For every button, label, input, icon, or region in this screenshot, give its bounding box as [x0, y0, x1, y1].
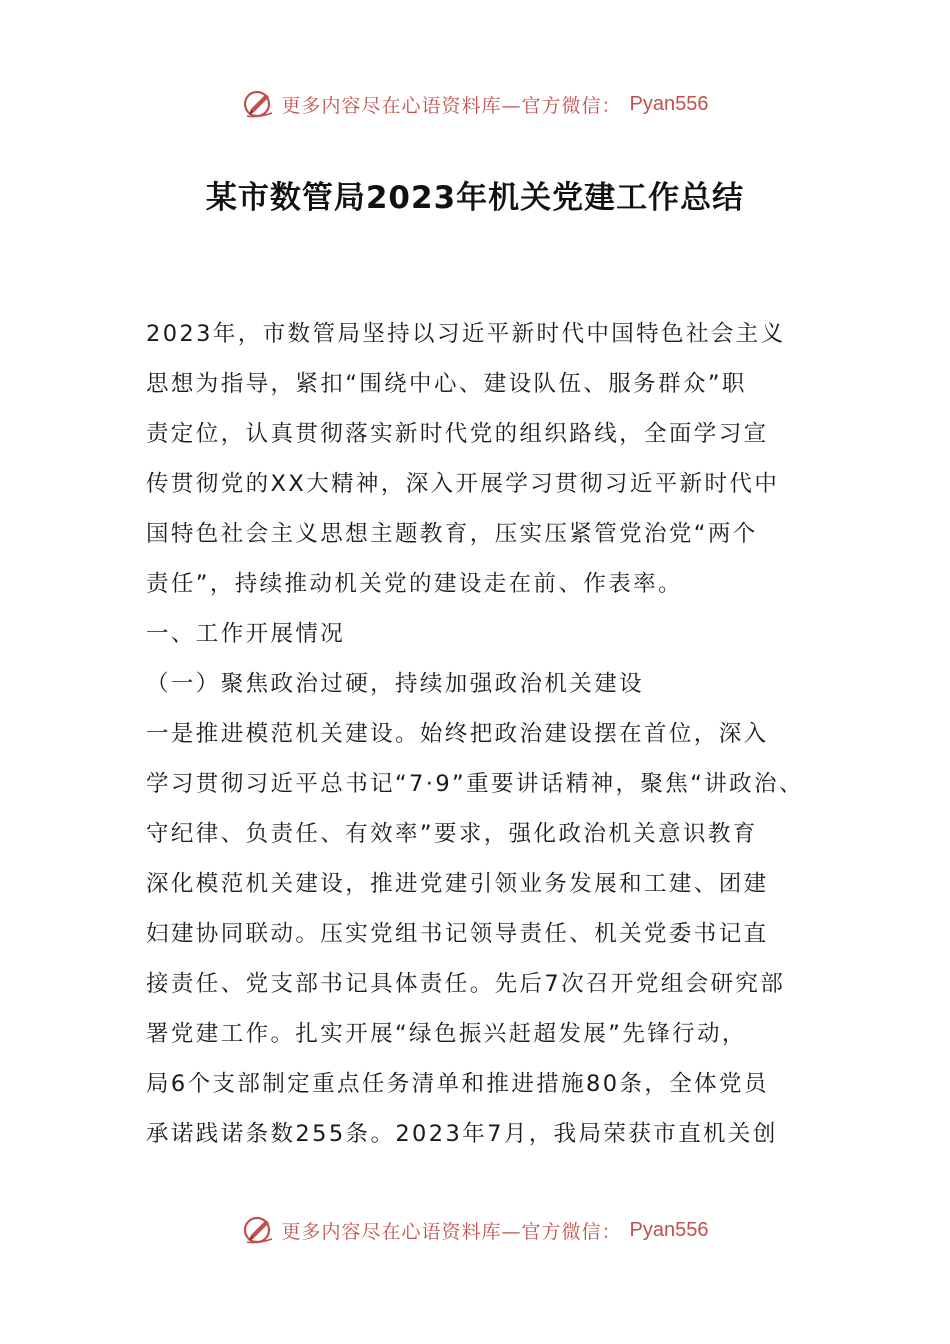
watermark-text: 更多内容尽在心语资料库—官方微信：	[281, 94, 622, 117]
body-line: 2023年，市数管局坚持以习近平新时代中国特色社会主义	[146, 321, 786, 347]
body-line: 署党建工作。扎实开展“绿色振兴赶超发展”先锋行动，	[146, 1021, 747, 1047]
body-line: 传贯彻党的XX大精神，深入开展学习贯彻习近平新时代中	[146, 471, 780, 497]
pen-logo-icon	[242, 1213, 276, 1247]
body-line: 思想为指导，紧扣“围绕中心、建设队伍、服务群众”职	[146, 371, 747, 397]
watermark-header	[0, 84, 950, 124]
watermark-text: 更多内容尽在心语资料库—官方微信：	[281, 1220, 622, 1243]
body-line: 一是推进模范机关建设。始终把政治建设摆在首位，深入	[146, 721, 769, 747]
section-heading: 一、工作开展情况	[146, 621, 346, 647]
body-line: 守纪律、负责任、有效率”要求，强化政治机关意识教育	[146, 821, 758, 847]
body-line: 妇建协同联动。压实党组书记领导责任、机关党委书记直	[146, 921, 769, 947]
body-line: 局6个支部制定重点任务清单和推进措施80条，全体党员	[146, 1071, 769, 1097]
body-line: 国特色社会主义思想主题教育，压实压紧管党治党“两个	[146, 521, 758, 547]
body-line: 深化模范机关建设，推进党建引领业务发展和工建、团建	[146, 871, 769, 897]
document-body	[146, 312, 826, 1162]
watermark-wechat-id: Pyan556	[629, 92, 709, 115]
body-line: 学习贯彻习近平总书记“7·9”重要讲话精神，聚焦“讲政治、	[146, 771, 804, 797]
document-title: 某市数管局2023年机关党建工作总结	[205, 180, 745, 216]
body-line: 接责任、党支部书记具体责任。先后7次召开党组会研究部	[146, 971, 786, 997]
subsection-heading: （一）聚焦政治过硬，持续加强政治机关建设	[146, 671, 645, 697]
body-line: 责定位，认真贯彻落实新时代党的组织路线，全面学习宣	[146, 421, 769, 447]
body-line: 责任”，持续推动机关党的建设走在前、作表率。	[146, 571, 683, 597]
watermark-wechat-id: Pyan556	[629, 1218, 709, 1241]
pen-logo-icon	[242, 87, 276, 121]
watermark-footer	[0, 1210, 950, 1250]
body-line: 承诺践诺条数255条。2023年7月，我局荣获市直机关创	[146, 1121, 778, 1147]
